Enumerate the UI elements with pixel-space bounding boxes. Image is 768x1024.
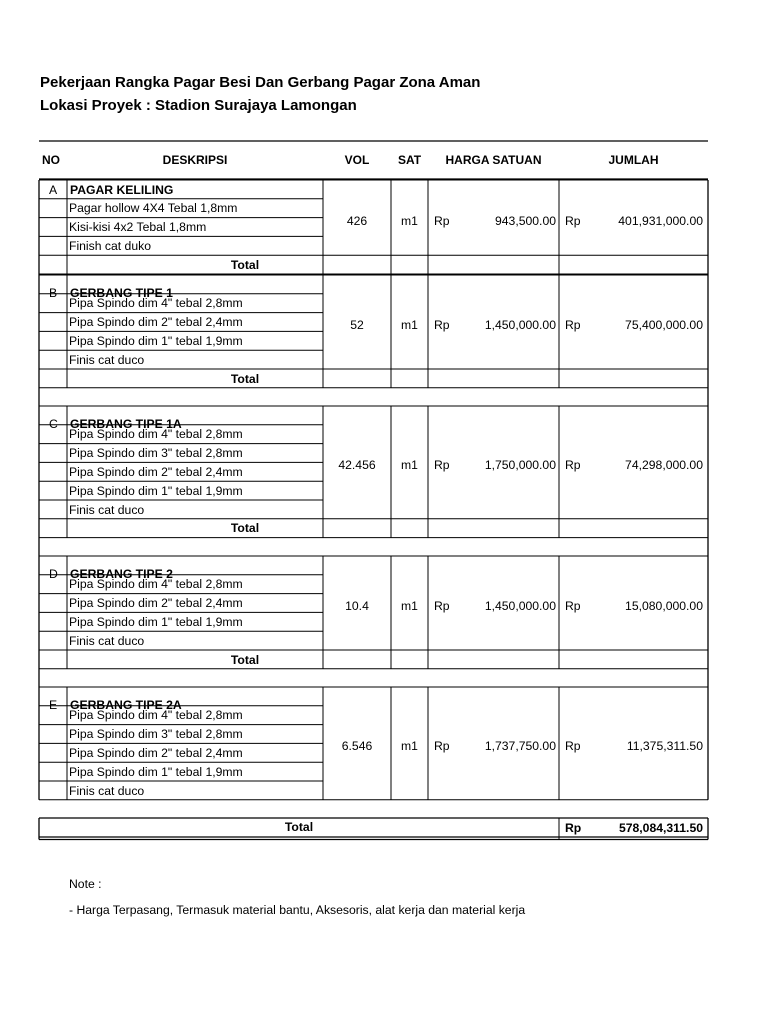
col-header-vol: VOL (344, 153, 370, 167)
item-description: Pipa Spindo dim 4" tebal 2,8mm (69, 708, 243, 723)
item-description: Pipa Spindo dim 1" tebal 1,9mm (69, 483, 243, 498)
volume-value: 42.456 (338, 458, 376, 473)
amount-value: 11,375,311.50 (626, 739, 703, 754)
volume-value: 10.4 (345, 599, 369, 613)
item-description: Finis cat duco (69, 633, 145, 648)
item-description: Pipa Spindo dim 3" tebal 2,8mm (69, 446, 243, 461)
amount-value: 401,931,000.00 (618, 213, 703, 228)
subtotal-label: Total (230, 371, 260, 386)
item-description: Pipa Spindo dim 1" tebal 1,9mm (69, 333, 243, 348)
currency-label: Rp (565, 213, 581, 228)
grand-total-currency: Rp (565, 820, 582, 835)
volume-value: 426 (346, 213, 368, 228)
col-header-no: NO (42, 153, 60, 167)
unit-price-value: 1,750,000.00 (484, 458, 556, 473)
unit-price-value: 1,450,000.00 (484, 318, 556, 332)
unit-price-value: 943,500.00 (495, 213, 556, 228)
grand-total-label: Total (284, 820, 314, 834)
item-description: Finis cat duco (69, 502, 145, 517)
unit-value: m1 (401, 213, 418, 228)
col-header-price: HARGA SATUAN (445, 153, 542, 167)
currency-label: Rp (434, 318, 450, 332)
section-letter: B (49, 285, 58, 300)
item-description: Pipa Spindo dim 2" tebal 2,4mm (69, 464, 243, 479)
unit-price-value: 1,450,000.00 (484, 599, 556, 613)
section-letter: A (49, 182, 58, 197)
item-description: Finish cat duko (69, 238, 151, 253)
section-title: GERBANG TIPE 2 (70, 566, 173, 581)
unit-value: m1 (401, 599, 418, 613)
project-location: Lokasi Proyek : Stadion Surajaya Lamongan (40, 97, 357, 114)
amount-value: 75,400,000.00 (625, 318, 703, 332)
item-description: Finis cat duco (69, 783, 145, 798)
section-title: PAGAR KELILING (70, 182, 174, 197)
section-letter: D (49, 566, 58, 581)
section-title: GERBANG TIPE 1A (70, 416, 182, 431)
section-letter: E (49, 697, 58, 712)
currency-label: Rp (434, 213, 450, 228)
item-description: Pipa Spindo dim 1" tebal 1,9mm (69, 764, 243, 779)
item-description: Pipa Spindo dim 4" tebal 2,8mm (69, 577, 243, 592)
currency-label: Rp (565, 739, 581, 754)
item-description: Pipa Spindo dim 4" tebal 2,8mm (69, 296, 243, 311)
unit-value: m1 (401, 458, 418, 473)
subtotal-label: Total (230, 652, 260, 667)
item-description: Pipa Spindo dim 3" tebal 2,8mm (69, 727, 243, 742)
note-label: Note : (69, 877, 102, 891)
document-title: Pekerjaan Rangka Pagar Besi Dan Gerbang Pagar Zona Aman (40, 74, 481, 91)
subtotal-label: Total (230, 521, 260, 536)
item-description: Pagar hollow 4X4 Tebal 1,8mm (69, 201, 238, 216)
item-description: Pipa Spindo dim 4" tebal 2,8mm (69, 427, 243, 442)
currency-label: Rp (434, 458, 450, 473)
currency-label: Rp (565, 599, 581, 613)
volume-value: 6.546 (341, 739, 373, 754)
item-description: Pipa Spindo dim 1" tebal 1,9mm (69, 614, 243, 629)
item-description: Finis cat duco (69, 352, 145, 367)
section-letter: C (49, 416, 58, 431)
grand-total-value: 578,084,311.50 (618, 820, 703, 835)
item-description: Pipa Spindo dim 2" tebal 2,4mm (69, 315, 243, 330)
item-description: Pipa Spindo dim 2" tebal 2,4mm (69, 596, 243, 611)
col-header-total: JUMLAH (608, 153, 659, 167)
section-title: GERBANG TIPE 1 (70, 285, 173, 300)
unit-price-value: 1,737,750.00 (484, 739, 556, 754)
currency-label: Rp (565, 318, 581, 332)
note-line: - Harga Terpasang, Termasuk material bantu, Aksesoris, alat kerja dan material kerja (69, 903, 526, 917)
unit-value: m1 (401, 318, 418, 332)
col-header-desc: DESKRIPSI (162, 153, 228, 167)
volume-value: 52 (350, 318, 364, 332)
currency-label: Rp (565, 458, 581, 473)
col-header-sat: SAT (397, 153, 422, 167)
item-description: Pipa Spindo dim 2" tebal 2,4mm (69, 745, 243, 760)
amount-value: 74,298,000.00 (625, 458, 703, 473)
currency-label: Rp (434, 739, 450, 754)
amount-value: 15,080,000.00 (625, 599, 703, 613)
subtotal-label: Total (230, 257, 260, 272)
currency-label: Rp (434, 599, 450, 613)
unit-value: m1 (401, 739, 418, 754)
item-description: Kisi-kisi 4x2 Tebal 1,8mm (69, 220, 207, 235)
section-title: GERBANG TIPE 2A (70, 697, 182, 712)
